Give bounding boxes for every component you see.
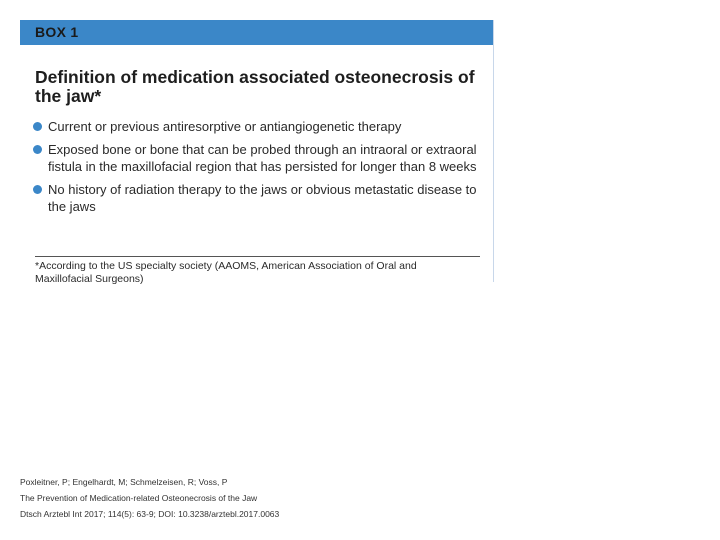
list-item-text: No history of radiation therapy to the jaws or obvious metastatic disease to the jaws <box>48 182 477 214</box>
list-item-text: Current or previous antiresorptive or antiangiogenetic therapy <box>48 119 402 134</box>
citation-block <box>20 474 480 522</box>
list-item <box>33 141 483 175</box>
list-item <box>33 181 483 215</box>
bullet-dot-icon <box>33 122 42 131</box>
citation-reference: Dtsch Arztebl Int 2017; 114(5): 63-9; DOI: 10.3238/arztebl.2017.0063 <box>20 509 280 519</box>
bullet-dot-icon <box>33 185 42 194</box>
info-box <box>20 20 494 285</box>
footnote-divider <box>35 256 480 257</box>
citation-authors: Poxleitner, P; Engelhardt, M; Schmelzeisen, R; Voss, P <box>20 477 228 487</box>
citation-title: The Prevention of Medication-related Osteonecrosis of the Jaw <box>20 493 258 503</box>
bullet-dot-icon <box>33 145 42 154</box>
list-item <box>33 118 483 135</box>
footnote: *According to the US specialty society (AAOMS, American Association of Oral and Maxillofacial Surgeons) <box>35 260 417 285</box>
criteria-list <box>33 118 483 221</box>
box-label: BOX 1 <box>35 24 79 40</box>
box-header-bar <box>20 20 493 45</box>
list-item-text: Exposed bone or bone that can be probed through an intraoral or extraoral fistula in the maxillofacial region that has persisted for longer than 8 weeks <box>48 142 477 174</box>
box-title: Definition of medication associated osteonecrosis of the jaw* <box>35 67 475 106</box>
